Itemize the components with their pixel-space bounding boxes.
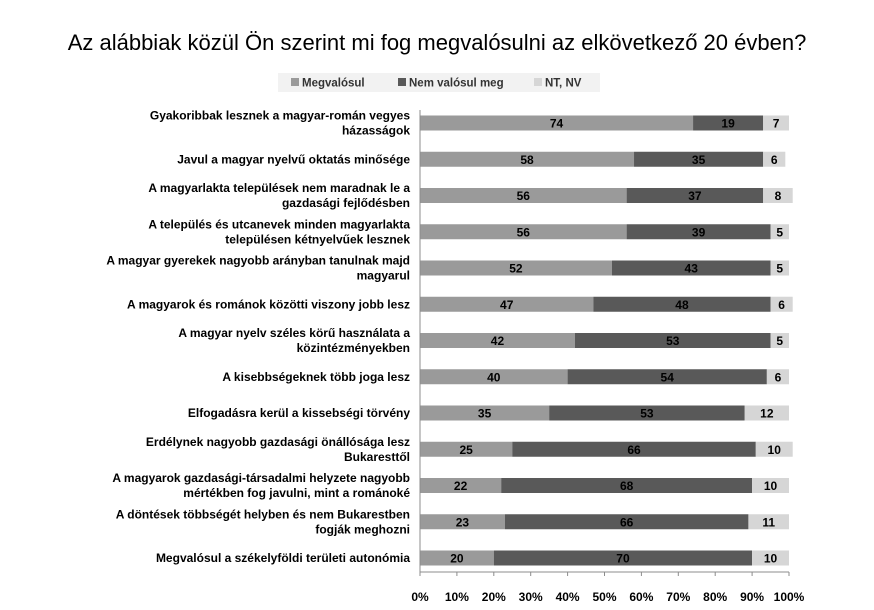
x-tick-label: 30% xyxy=(518,590,543,604)
x-tick-label: 10% xyxy=(444,590,469,604)
data-label-nt-nv: 12 xyxy=(760,406,774,421)
data-label-nt-nv: 7 xyxy=(772,116,780,131)
legend-label-nem-valosul-meg: Nem valósul meg xyxy=(409,77,504,90)
data-label-nt-nv: 5 xyxy=(776,334,784,348)
data-label-megvalosul: 47 xyxy=(500,297,514,312)
data-label-nem-valosul-meg: 37 xyxy=(688,189,702,203)
category-label: A magyarok és románok közötti viszony jobb lesz xyxy=(127,297,410,312)
data-label-nem-valosul-meg: 39 xyxy=(691,225,706,240)
category-label: A település és utcanevek minden magyarlakta településen kétnyelvűek lesznek xyxy=(148,217,410,247)
x-tick-label: 60% xyxy=(629,590,654,604)
x-tick-label: 20% xyxy=(481,590,506,604)
data-label-nt-nv: 10 xyxy=(767,442,781,457)
legend-swatch-megvalosul xyxy=(291,78,299,86)
legend-label-megvalosul: Megvalósul xyxy=(302,77,365,90)
data-label-megvalosul: 56 xyxy=(516,189,530,203)
data-label-nem-valosul-meg: 53 xyxy=(640,406,654,421)
bars xyxy=(420,116,793,566)
data-label-megvalosul: 23 xyxy=(455,515,470,530)
x-tick-label: 80% xyxy=(703,590,728,604)
category-label: A magyar nyelv széles körű használata a közintézményekben xyxy=(178,326,410,355)
x-tick-label: 50% xyxy=(592,590,617,604)
data-label-megvalosul: 40 xyxy=(487,370,501,385)
category-label: Megvalósul a székelyföldi területi autonómia xyxy=(155,551,410,565)
data-label-nem-valosul-meg: 48 xyxy=(675,297,689,312)
data-label-megvalosul: 42 xyxy=(490,334,505,348)
legend-swatch-nem-valosul-meg xyxy=(398,78,406,86)
legend-swatch-nt-nv xyxy=(534,78,542,86)
category-label: A kisebbségeknek több joga lesz xyxy=(222,369,410,384)
x-tick-label: 90% xyxy=(740,590,765,604)
data-label-nt-nv: 6 xyxy=(778,297,785,312)
category-label: A magyarok gazdasági-társadalmi helyzete nagyobb mértékben fog javulni, mint a románoké xyxy=(112,471,410,500)
category-label: Erdélynek nagyobb gazdasági önállósága lesz Bukaresttől xyxy=(145,434,410,464)
data-label-nt-nv: 10 xyxy=(763,551,778,566)
legend-label-nt-nv: NT, NV xyxy=(545,77,582,90)
legend xyxy=(278,73,600,92)
data-label-nem-valosul-meg: 53 xyxy=(666,334,680,348)
data-label-megvalosul: 35 xyxy=(477,406,492,421)
data-label-megvalosul: 56 xyxy=(516,225,530,240)
x-axis xyxy=(411,110,804,604)
data-label-megvalosul: 25 xyxy=(459,442,473,457)
chart-title: Az alábbiak közül Ön szerint mi fog megvalósulni az elkövetkező 20 évben? xyxy=(67,30,807,55)
data-label-nem-valosul-meg: 54 xyxy=(660,370,674,385)
data-label-nt-nv: 5 xyxy=(776,261,784,276)
x-tick-label: 0% xyxy=(411,590,429,604)
x-tick-label: 40% xyxy=(555,590,580,604)
data-label-megvalosul: 20 xyxy=(450,551,464,566)
x-tick-label: 70% xyxy=(666,590,691,604)
data-label-nem-valosul-meg: 70 xyxy=(616,551,630,566)
data-label-megvalosul: 22 xyxy=(453,479,468,493)
data-label-nt-nv: 11 xyxy=(762,515,776,530)
data-label-megvalosul: 58 xyxy=(520,152,534,167)
category-label: Gyakoribbak lesznek a magyar-román vegyes házasságok xyxy=(149,108,410,138)
data-label-nt-nv: 6 xyxy=(774,370,782,385)
category-label: A magyarlakta települések nem maradnak le a gazdasági fejlődésben xyxy=(148,181,410,210)
category-label: Javul a magyar nyelvű oktatás minősége xyxy=(177,152,410,167)
data-label-megvalosul: 52 xyxy=(509,261,523,276)
data-label-nem-valosul-meg: 43 xyxy=(684,261,698,276)
data-label-nt-nv: 5 xyxy=(776,225,784,240)
x-tick-label: 100% xyxy=(773,590,805,604)
category-label: A magyar gyerekek nagyobb arányban tanulnak majd magyarul xyxy=(106,253,410,283)
data-label-nt-nv: 10 xyxy=(763,479,778,493)
data-label-nt-nv: 6 xyxy=(770,152,778,167)
data-label-nem-valosul-meg: 35 xyxy=(691,152,706,167)
data-label-nem-valosul-meg: 19 xyxy=(721,116,735,131)
data-label-megvalosul: 74 xyxy=(549,116,564,131)
data-label-nem-valosul-meg: 68 xyxy=(619,479,634,493)
category-labels xyxy=(106,109,410,566)
category-label: Elfogadásra kerül a kissebségi törvény xyxy=(187,406,410,420)
data-label-nem-valosul-meg: 66 xyxy=(619,515,634,530)
data-label-nem-valosul-meg: 66 xyxy=(627,442,641,457)
data-label-nt-nv: 8 xyxy=(774,189,782,203)
category-label: A döntések többségét helyben és nem Bukarestben fogják meghozni xyxy=(115,507,410,537)
